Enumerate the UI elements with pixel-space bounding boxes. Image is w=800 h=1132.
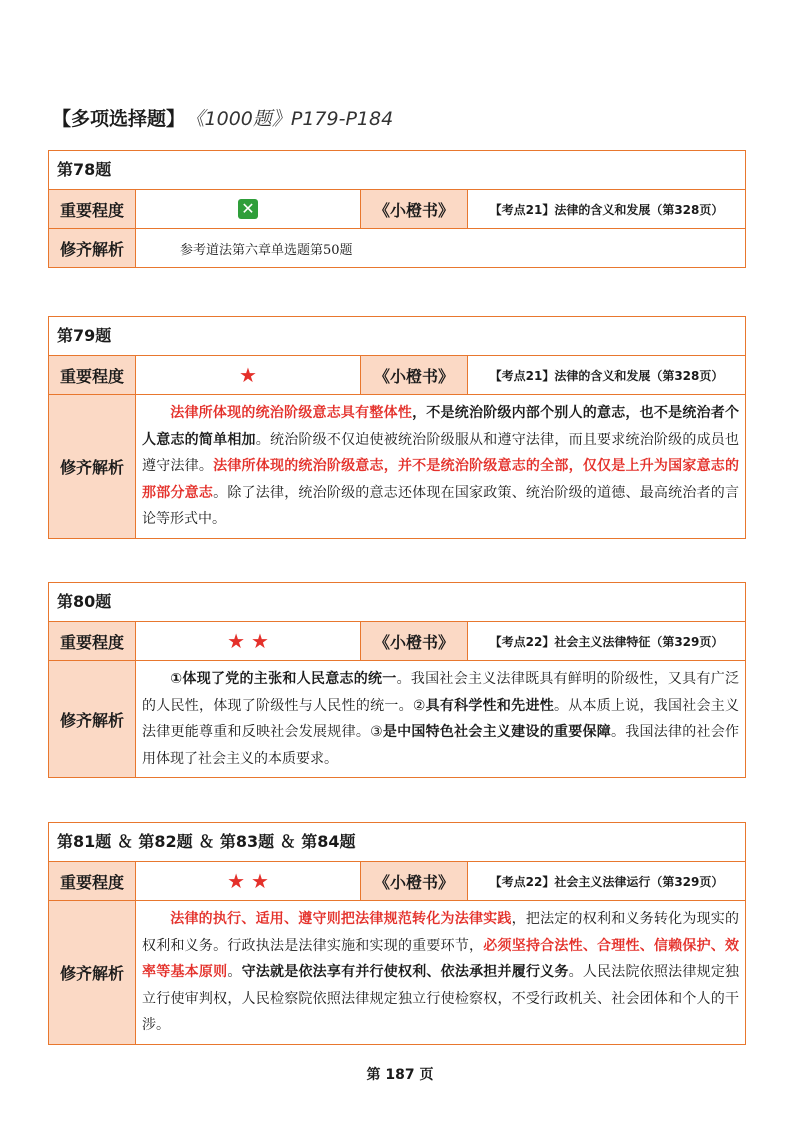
importance-row (49, 190, 745, 229)
importance-row (49, 356, 745, 395)
book-label: 《小橙书》 (361, 622, 468, 660)
analysis-row (49, 901, 745, 1044)
importance-row (49, 862, 745, 901)
analysis-label: 修齐解析 (49, 229, 136, 267)
plain-text: 。人民法院依照法律规定独立行使审判权，人民检察院依照法律规定独立行使检察权，不受行政机关、社会团体和个人的干涉。 (142, 964, 740, 1033)
question-title: 第78题 (49, 151, 745, 190)
analysis-label: 修齐解析 (49, 901, 136, 1044)
rating-cell (136, 862, 361, 900)
analysis-note: 参考道法第六章单选题第50题 (180, 242, 353, 258)
rating-cell (136, 190, 361, 228)
section-title: 【多项选择题】 (52, 108, 186, 130)
plain-text: 。 (227, 964, 242, 980)
question-title: 第79题 (49, 317, 745, 356)
plain-text: 。从本质上说，我国社会主义法律更能尊重和反映社会发展规律。③ (142, 697, 740, 740)
star-icon: ★ (251, 869, 269, 893)
importance-label: 重要程度 (49, 622, 136, 660)
star-icon: ★ (227, 869, 245, 893)
analysis-text (136, 661, 745, 777)
bold-text: 是中国特色社会主义建设的重要保障 (382, 724, 611, 740)
analysis-label: 修齐解析 (49, 395, 136, 538)
rating-cell (136, 356, 361, 394)
rating-cell (136, 622, 361, 660)
kaodian-reference: 【考点22】社会主义法律特征（第329页） (489, 634, 724, 649)
star-icon: ★ (239, 363, 257, 387)
book-label: 《小橙书》 (361, 190, 468, 228)
plain-text: 。除了法律，统治阶级的意志还体现在国家政策、统治阶级的道德、最高统治者的言论等形式中。 (142, 484, 740, 527)
highlight-text: 法律的执行、适用、遵守则把法律规范转化为法律实践 (170, 911, 512, 927)
question-title: 第81题 ＆ 第82题 ＆ 第83题 ＆ 第84题 (49, 823, 745, 862)
source-reference: 《1000题》P179-P184 (195, 108, 394, 130)
page-header (52, 104, 393, 131)
highlight-text: 法律所体现的统治阶级意志具有整体性 (170, 405, 413, 421)
book-label: 《小橙书》 (361, 862, 468, 900)
cross-mark-icon: ✕ (238, 199, 258, 219)
question-block-80 (48, 582, 746, 778)
plain-text: ，把法定的权利和义务转化为现实的权利和义务。行政执法是法律实施和实现的重要环节， (142, 911, 739, 954)
importance-label: 重要程度 (49, 356, 136, 394)
importance-row (49, 622, 745, 661)
bold-text: 守法就是依法享有并行使权利、依法承担并履行义务 (241, 964, 569, 980)
star-icon: ★ (227, 629, 245, 653)
highlight-text: 法律所体现的统治阶级意志，并不是统治阶级意志的全部，仅仅是上升为国家意志的那部分意志 (142, 458, 740, 501)
highlight-text: 必须坚持合法性、合理性、信赖保护、效率等基本原则 (142, 937, 740, 980)
analysis-text (136, 395, 745, 538)
plain-text: 。我国法律的社会作用体现了社会主义的本质要求。 (142, 724, 740, 767)
kaodian-reference: 【考点22】社会主义法律运行（第329页） (489, 874, 724, 889)
question-block-79 (48, 316, 746, 539)
kaodian-reference: 【考点21】法律的含义和发展（第328页） (489, 202, 724, 217)
analysis-row (49, 661, 745, 777)
bold-text: 具有科学性和先进性 (425, 697, 554, 714)
star-icon: ★ (251, 629, 269, 653)
plain-text: 。我国社会主义法律既具有鲜明的阶级性，又具有广泛的人民性，体现了阶级性与人民性的统一。② (142, 671, 739, 714)
question-title: 第80题 (49, 583, 745, 622)
analysis-text (136, 901, 745, 1044)
analysis-row (49, 229, 745, 267)
page-number: 第 187 页 (366, 1067, 434, 1083)
importance-label: 重要程度 (49, 862, 136, 900)
question-block-81-84 (48, 822, 746, 1045)
analysis-row (49, 395, 745, 538)
plain-text: 。统治阶级不仅迫使被统治阶级服从和遵守法律，而且要求统治阶级的成员也遵守法律。 (142, 431, 740, 474)
kaodian-reference: 【考点21】法律的含义和发展（第328页） (489, 368, 724, 383)
bold-text: ，不是统治阶级内部个别人的意志，也不是统治者个人意志的简单相加 (142, 405, 740, 448)
analysis-label: 修齐解析 (49, 661, 136, 777)
question-block-78 (48, 150, 746, 268)
importance-label: 重要程度 (49, 190, 136, 228)
book-label: 《小橙书》 (361, 356, 468, 394)
bold-text: ①体现了党的主张和人民意志的统一 (170, 671, 397, 687)
